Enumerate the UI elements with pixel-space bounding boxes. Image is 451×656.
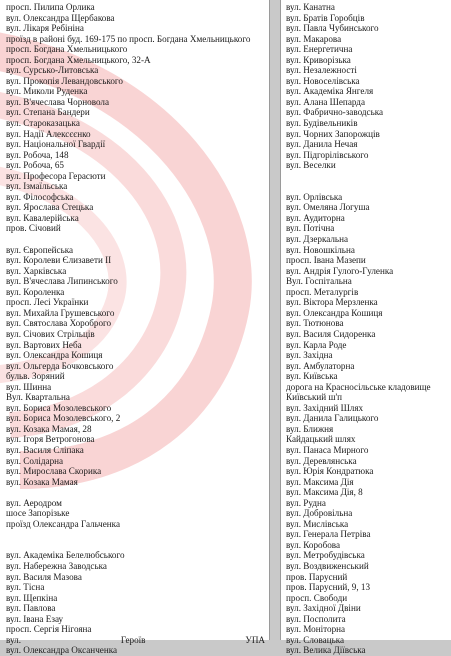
street-entry	[6, 487, 265, 498]
right-street-list	[281, 0, 451, 656]
street-entry: вул. Карла Роде	[286, 339, 347, 350]
street-entry: вул. Мирослава Скорика	[6, 466, 102, 477]
street-entry: вул. Фабрично-заводська	[286, 107, 384, 118]
street-entry	[286, 181, 449, 192]
street-entry: вул. Чорних Запорожців	[286, 128, 380, 139]
street-entry: вул. Посполита	[286, 613, 346, 624]
street-entry: вул. Будівельників	[286, 118, 358, 129]
street-entry: вул. Воздвиженський	[286, 560, 369, 571]
street-entry: вул. Козака Мамая	[6, 476, 78, 487]
street-entry: вул. Ольгерда Бочковського	[6, 360, 114, 371]
street-entry: вул. Королеви Єлизавети ІІ	[6, 255, 112, 266]
street-entry: вул. Філософська	[6, 191, 74, 202]
street-entry: вул. Василя Сидоренка	[286, 328, 376, 339]
street-entry: вул. Ближня	[286, 423, 334, 434]
street-entry: вул. Бориса Мозолевського, 2	[6, 413, 121, 424]
street-entry: вул. Західний Шлях	[286, 402, 364, 413]
street-entry: вул. Михайла Грушевського	[6, 307, 115, 318]
street-entry: вул. Вартових Неба	[6, 339, 82, 350]
street-entry: вул. Генерала Петріва	[286, 529, 371, 540]
street-entry: вул. Максима Дія, 8	[286, 487, 363, 498]
street-entry: проїзд Олександра Гальченка	[6, 518, 121, 529]
street-entry: просп. Пилипа Орлика	[6, 2, 95, 12]
street-entry: вул. Максима Дія	[286, 476, 354, 487]
street-entry: вул. Київська	[286, 371, 338, 382]
street-entry: вул. Канатна	[286, 2, 335, 12]
street-entry: вул. Солідарна	[6, 455, 64, 466]
street-entry: вул. Надії Алексєєнко	[6, 128, 91, 139]
street-entry: вул. Олександра Кошиця	[286, 307, 383, 318]
street-entry: вул. Потічна	[286, 223, 335, 234]
street-entry: вул. Ярослава Стецька	[6, 202, 94, 213]
street-entry: вул. Панаса Мирного	[286, 444, 369, 455]
street-entry: вул. Новоселівська	[286, 75, 360, 86]
street-entry: вул. Енергетична	[286, 44, 353, 55]
street-entry: дорога на Красносільське кладовище	[286, 381, 431, 392]
street-entry	[6, 234, 265, 245]
street-entry: вул. Павла Чубинського	[286, 23, 379, 34]
street-entry: вул. Набережна Заводська	[6, 560, 107, 571]
street-entry: вул. Академіка Белелюбського	[6, 550, 125, 561]
street-entry: вул. Братів Горобців	[286, 12, 365, 23]
street-entry: просп. Богдана Хмельницького	[6, 44, 128, 55]
street-entry: вул. Прокопія Левандовського	[6, 75, 123, 86]
street-entry: просп. Богдана Хмельницького, 32-А	[6, 54, 151, 65]
street-entry: вул. Незалежності	[286, 65, 357, 76]
street-entry: вул. Деревлянська	[286, 455, 357, 466]
street-entry: просп. Металургів	[286, 286, 359, 297]
street-entry: вул. Ізмаїльська	[6, 181, 68, 192]
street-entry: проїзд в районі буд. 169-175 по просп. Богдана Хмельницького	[6, 33, 251, 44]
street-entry: Кайдацький шлях	[286, 434, 356, 445]
street-entry: просп. Лесі Українки	[6, 297, 89, 308]
street-entry: Вул. Квартальна	[6, 392, 70, 403]
street-entry: бульв. Зоряний	[6, 371, 65, 382]
street-entry: вул. Національної Гвардії	[6, 139, 106, 150]
street-entry: Київський ш'п	[286, 392, 343, 403]
street-entry: вул. Ігоря Ветрогонова	[6, 434, 95, 445]
street-entry: вул. Олександра Кошиця	[6, 350, 103, 361]
street-entry: просп. Свободи	[286, 592, 348, 603]
street-entry: вул. Івана Езау	[6, 613, 64, 624]
street-entry: вул. Веселки	[286, 160, 336, 171]
street-entry: вул. Аудиторна	[286, 212, 345, 223]
street-entry: вул. Європейська	[6, 244, 74, 255]
street-entry: вул. В'ячеслава Липинського	[6, 276, 118, 287]
street-entry: вул. Підгорілівського	[286, 149, 369, 160]
street-entry: вул. Павлова	[6, 603, 56, 614]
street-entry: вул. Орлівська	[286, 191, 343, 202]
street-entry: вул. Тісна	[6, 582, 45, 593]
street-entry: вул. Західна	[286, 350, 333, 361]
street-entry: вул. Андрія Гулого-Гуленка	[286, 265, 394, 276]
street-entry: вул. Миколи Руденка	[6, 86, 88, 97]
street-entry: Вул. Госпітальна	[286, 276, 352, 287]
street-entry: пров. Парусний	[286, 571, 348, 582]
street-entry: вул. Василя Сліпака	[6, 444, 84, 455]
street-entry: вул. Щепкіна	[6, 592, 58, 603]
street-entry: вул. Бориса Мозолевського	[6, 402, 112, 413]
street-entry: просп. Івана Мазепи	[286, 255, 366, 266]
street-entry: вул. Аеродром	[6, 497, 62, 508]
street-entry: вул. Макарова	[286, 33, 342, 44]
street-entry: вул. Козака Мамая, 28	[6, 423, 92, 434]
street-entry: вул. Степана Бандери	[6, 107, 90, 118]
street-entry: вул. Віктора Мерзленка	[286, 297, 378, 308]
street-entry: вул. Тютюнова	[286, 318, 344, 329]
street-entry: вул. Алана Шепарда	[286, 96, 366, 107]
street-entry: вул. Метробудівська	[286, 550, 365, 561]
street-entry: вул. Амбулаторна	[286, 360, 355, 371]
street-entry: вул. Кавалерійська	[6, 212, 79, 223]
street-entry: вул. Олександра Щербакова	[6, 12, 115, 23]
street-entry: вул. Мислівська	[286, 518, 349, 529]
street-entry: вул. Робоча, 65	[6, 160, 64, 171]
right-document-page	[280, 0, 451, 656]
street-entry: вул. Олександра Оксанченка	[6, 645, 118, 656]
street-entry: вул. Юрія Кондратюка	[286, 466, 374, 477]
street-entry: пров. Січовий	[6, 223, 61, 234]
street-entry: вул. Моніторна	[286, 624, 346, 635]
street-entry: вул. Шинна	[6, 381, 52, 392]
street-entry: вул. Західної Двіни	[286, 603, 361, 614]
street-entry: вул. Новошкільна	[286, 244, 355, 255]
street-entry: вул. Словацька	[286, 634, 345, 645]
street-entry: вул. Академіка Янгеля	[286, 86, 374, 97]
street-entry: пров. Парусний, 9, 13	[286, 582, 371, 593]
street-entry	[6, 529, 265, 540]
street-entry: вул. Робоча, 148	[6, 149, 69, 160]
street-entry: вул. Добровільна	[286, 508, 353, 519]
street-entry: вул. Січових Стрільців	[6, 328, 95, 339]
street-entry	[286, 171, 449, 182]
street-entry: вул. Дзеркальна	[286, 234, 349, 245]
street-entry: вул. Криворізька	[286, 54, 351, 65]
street-entry: вул. Василя Мазова	[6, 571, 82, 582]
street-entry: просп. Сергія Нігояна	[6, 624, 92, 635]
street-entry: вул. Лікаря Ребініна	[6, 23, 84, 34]
street-entry: шосе Запорізьке	[6, 508, 70, 519]
street-entry: вул. В'ячеслава Чорновола	[6, 96, 110, 107]
street-entry: вул. Велика Діївська	[286, 645, 366, 656]
street-entry: вул. Данила Нечая	[286, 139, 358, 150]
street-entry	[6, 540, 265, 551]
street-entry: вул. Данила Галицького	[286, 413, 379, 424]
street-entry: вул. Святослава Хороброго	[6, 318, 112, 329]
street-entry: вул. Омеляна Логуша	[286, 202, 370, 213]
street-entry: вул. Харківська	[6, 265, 67, 276]
street-entry: вул. Сурсько-Литовська	[6, 65, 99, 76]
street-entry: вул. Рудна	[286, 497, 326, 508]
street-entry: вул. Короленка	[6, 286, 65, 297]
street-entry: вул. Староказацька	[6, 118, 80, 129]
street-entry: вул. Професора Герасюти	[6, 170, 106, 181]
street-entry: вул. Героїв УПА	[6, 634, 265, 645]
street-entry: вул. Коробова	[286, 539, 341, 550]
